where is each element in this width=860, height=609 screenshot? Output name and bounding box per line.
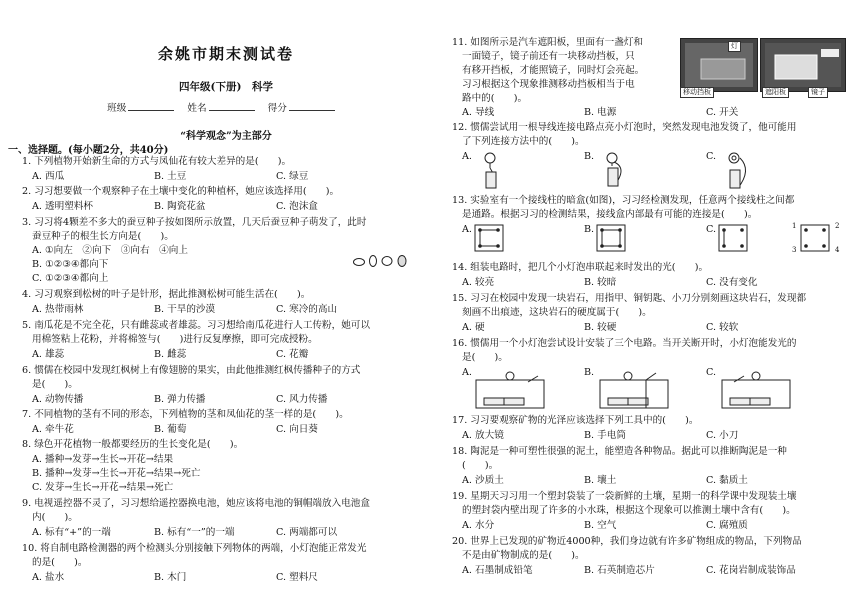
option[interactable]: A. 西瓜 — [32, 171, 65, 182]
option[interactable]: A. 牵牛花 — [32, 424, 74, 435]
option[interactable]: C. — [706, 224, 717, 235]
question-line: 2. 习习想要做一个观察种子在土壤中变化的种植杯，她应该选择用( )。 — [22, 186, 340, 197]
option[interactable]: B. 空气 — [584, 520, 617, 531]
mirror-caption: 镜子 — [808, 87, 828, 98]
option[interactable]: A. — [462, 224, 472, 235]
option[interactable]: C. 没有变化 — [706, 277, 758, 288]
name-label: 姓名 — [187, 103, 207, 114]
option[interactable]: C. — [706, 151, 717, 162]
question-line: 是( )。 — [462, 352, 508, 363]
question-options — [32, 349, 308, 361]
question-line: 是( )。 — [32, 379, 78, 390]
question-line: 13. 实验室有一个接线柱的暗盒(如图)，习习经检测发现，任意两个接线柱之间都 — [452, 195, 795, 206]
terminal-label: 1 — [792, 222, 797, 230]
option[interactable]: C. 花瓣 — [276, 349, 309, 360]
option[interactable]: C. ①②③④都向上 — [32, 273, 109, 284]
option[interactable]: C. 花岗岩制成装饰品 — [706, 565, 796, 576]
question-line: 4. 习习观察到松树的叶子是针形，据此推测松树可能生活在( )。 — [22, 289, 311, 300]
student-info — [22, 100, 430, 114]
option[interactable]: C. 开关 — [706, 107, 739, 118]
option[interactable]: B. 较暗 — [584, 277, 617, 288]
question-line: 7. 不同植物的茎有不同的形态，下列植物的茎和凤仙花的茎一样的是( )。 — [22, 409, 349, 420]
question-options — [32, 424, 318, 436]
question-options — [462, 565, 796, 577]
question-line: 有移开挡板，才能照镜子，同时灯会亮起。 — [462, 65, 645, 76]
question-line: 1. 下列植物开始新生命的方式与凤仙花有较大差异的是( )。 — [22, 156, 292, 167]
question-line: 路中的( )。 — [462, 93, 528, 104]
question-line: 19. 星期天习习用一个塑封袋装了一袋新鲜的土壤，星期一的科学课中发现装土壤 — [452, 491, 797, 502]
option[interactable]: B. 播种→发芽→生长→开花→结果→死亡 — [32, 468, 201, 479]
question-line: 15. 习习在校园中发现一块岩石，用指甲、铜钥匙、小刀分别刻画这块岩石，发现都 — [452, 293, 807, 304]
option[interactable]: C. 较软 — [706, 322, 739, 333]
battery-bulb-circuit-c — [724, 150, 766, 190]
terminal-label: 3 — [792, 246, 797, 254]
option[interactable]: A. 水分 — [462, 520, 495, 531]
terminal-label: 4 — [835, 246, 840, 254]
question-line: 16. 惯儒用一个小灯泡尝试设计安装了三个电路。当开关断开时，小灯泡能发光的 — [452, 338, 797, 349]
question-line: 用棉签粘上花粉，并将棉签与( )进行反复摩擦，即可完成授粉。 — [32, 334, 318, 345]
option[interactable]: C. 风力传播 — [276, 394, 328, 405]
question-line: 20. 世界上已发现的矿物近4000种，我们身边就有许多矿物组成的物品，下列物品 — [452, 536, 802, 547]
option[interactable]: C. 泡沫盒 — [276, 201, 318, 212]
option[interactable]: B. 雌蕊 — [154, 349, 187, 360]
question-line: 9. 电视遥控器不灵了，习习想给遥控器换电池，她应该将电池的铜帽端放入电池盒 — [22, 498, 370, 509]
name-field[interactable] — [209, 101, 255, 111]
question-line: 的塑封袋内壁出现了许多的小水珠，根据这个现象可以推测土壤中含有( )。 — [462, 505, 796, 516]
question-options — [462, 475, 748, 487]
question-line: 习习根据这个现象推测移动挡板相当于电 — [462, 79, 635, 90]
option[interactable]: A. 石墨制成铅笔 — [462, 565, 533, 576]
option[interactable]: C. 黏质土 — [706, 475, 748, 486]
section-heading: 一、选择题。(每小题2分，共40分) — [8, 145, 169, 156]
question-options — [462, 520, 748, 532]
option[interactable]: C. — [706, 367, 717, 378]
question-options — [462, 430, 738, 442]
option[interactable]: A. — [462, 367, 472, 378]
question-options — [32, 171, 308, 183]
option[interactable]: A. 播种→发芽→生长→开花→结果 — [32, 454, 174, 465]
question-line: 的是( )。 — [32, 557, 88, 568]
question-line: 12. 惯儒尝试用一根导线连接电路点亮小灯泡时，突然发现电池发烫了，他可能用 — [452, 122, 797, 133]
option[interactable]: C. 塑料尺 — [276, 572, 318, 583]
question-options — [32, 572, 318, 584]
exam-subtitle: 四年级(下册) 科学 — [179, 81, 273, 93]
score-label: 得分 — [267, 103, 287, 114]
battery-bulb-circuit-b — [602, 150, 644, 190]
option[interactable]: A. 导线 — [462, 107, 495, 118]
option[interactable]: B. — [584, 151, 595, 162]
option[interactable]: B. — [584, 224, 595, 235]
option[interactable]: B. 木门 — [154, 572, 187, 583]
option[interactable]: A. 动物传播 — [32, 394, 84, 405]
option[interactable]: B. ①②③④都向下 — [32, 259, 109, 270]
option[interactable]: B. 手电筒 — [584, 430, 626, 441]
terminal-box-b — [594, 222, 628, 254]
option[interactable]: A. 放大镜 — [462, 430, 504, 441]
option[interactable]: C. 寒冷的高山 — [276, 304, 338, 315]
question-line: 内( )。 — [32, 512, 78, 523]
option[interactable]: A. 雄蕊 — [32, 349, 65, 360]
option[interactable]: C. 发芽→生长→开花→结果→死亡 — [32, 482, 174, 493]
option[interactable]: B. — [584, 367, 595, 378]
option[interactable]: B. 石英制造芯片 — [584, 565, 655, 576]
option[interactable]: B. 干旱的沙漠 — [154, 304, 216, 315]
option[interactable]: A. 沙质土 — [462, 475, 504, 486]
exam-title: 余姚市期末测试卷 — [157, 45, 294, 63]
question-line: 14. 组装电路时，把几个小灯泡串联起来时发出的光( )。 — [452, 262, 709, 273]
question-line: 刻画不出痕迹，这块岩石的硬度属于( )。 — [462, 307, 652, 318]
question-line: 了下列连接方法中的( )。 — [462, 136, 585, 147]
question-line: 6. 惯儒在校园中发现红枫树上有像翅膀的果实，由此他推测红枫传播种子的方式 — [22, 365, 361, 376]
option[interactable]: A. 盐水 — [32, 572, 65, 583]
sun-visor-photo-open — [760, 38, 846, 92]
option[interactable]: B. 葡萄 — [154, 424, 187, 435]
class-field[interactable] — [128, 101, 174, 111]
question-line: ( )。 — [462, 460, 499, 471]
option[interactable]: A. ①向左 ②向下 ③向右 ④向上 — [32, 245, 188, 256]
question-options — [32, 304, 337, 316]
question-line: 8. 绿色开花植物一般都要经历的生长变化是( )。 — [22, 439, 244, 450]
option[interactable]: C. 绿豆 — [276, 171, 309, 182]
question-line: 11. 如图所示是汽车遮阳板，里面有一盏灯和 — [452, 37, 643, 48]
question-line: 17. 习习要观察矿物的光泽应该选择下列工具中的( )。 — [452, 415, 699, 426]
option[interactable]: C. 向日葵 — [276, 424, 318, 435]
option[interactable]: B. 标有“一”的一端 — [154, 527, 235, 538]
terminal-box-a — [472, 222, 506, 254]
option[interactable]: C. 腐殖质 — [706, 520, 748, 531]
class-label: 班级 — [107, 103, 127, 114]
question-line: 3. 习习将4颗差不多大的蚕豆种子按如图所示放置，几天后蚕豆种子萌发了，此时 — [22, 217, 367, 228]
switch-circuit-a — [474, 370, 548, 410]
question-options — [462, 107, 738, 119]
question-line: 蚕豆种子的根生长方向是( )。 — [32, 231, 174, 242]
question-options — [462, 277, 757, 289]
option[interactable]: A. 热带雨林 — [32, 304, 84, 315]
option[interactable]: B. 较硬 — [584, 322, 617, 333]
question-options — [32, 527, 337, 539]
option[interactable]: A. 标有“+”的一端 — [32, 527, 111, 538]
sun-visor-caption: 遮阳板 — [762, 87, 789, 98]
option[interactable]: C. 两端都可以 — [276, 527, 338, 538]
option[interactable]: B. 陶瓷花盆 — [154, 201, 206, 212]
question-line: 5. 南瓜花是不完全花，只有雌蕊或者雄蕊。习习想给南瓜花进行人工传粉，她可以 — [22, 320, 370, 331]
question-line: 不是由矿物制成的是( )。 — [462, 550, 585, 561]
question-line: 是通路。根据习习的检测结果，接线盒内部最有可能的连接是( )。 — [462, 209, 758, 220]
option[interactable]: B. 弹力传播 — [154, 394, 206, 405]
option[interactable]: A. — [462, 151, 472, 162]
option[interactable]: B. 土豆 — [154, 171, 187, 182]
question-options — [32, 394, 327, 406]
question-line: 一面镜子，镜子前还有一块移动挡板，只 — [462, 51, 635, 62]
option[interactable]: B. 电源 — [584, 107, 617, 118]
movable-panel-caption: 移动挡板 — [680, 87, 714, 98]
question-line: 10. 将自制电路检测器的两个检测头分别接触下列物体的两端，小灯泡能正常发光 — [22, 543, 367, 554]
bean-seeds-figure — [352, 254, 410, 268]
terminal-box-sample — [796, 222, 834, 254]
option[interactable]: A. 透明塑料杯 — [32, 201, 93, 212]
option[interactable]: C. 小刀 — [706, 430, 739, 441]
terminal-box-c — [716, 222, 750, 254]
question-options — [462, 322, 738, 334]
question-options — [32, 201, 318, 213]
lamp-caption: 灯 — [728, 41, 741, 52]
terminal-label: 2 — [835, 222, 840, 230]
option[interactable]: A. 较亮 — [462, 277, 495, 288]
score-field[interactable] — [289, 101, 335, 111]
battery-bulb-circuit-a — [480, 150, 522, 190]
question-line: 18. 陶泥是一种可塑性很强的泥土，能塑造各种物品。据此可以推断陶泥是一种 — [452, 446, 787, 457]
switch-circuit-b — [598, 370, 672, 410]
option[interactable]: A. 硬 — [462, 322, 485, 333]
sun-visor-photo-closed — [680, 38, 758, 92]
switch-circuit-c — [720, 370, 794, 410]
part-heading: “科学观念”为主部分 — [180, 131, 272, 142]
option[interactable]: B. 壤土 — [584, 475, 617, 486]
